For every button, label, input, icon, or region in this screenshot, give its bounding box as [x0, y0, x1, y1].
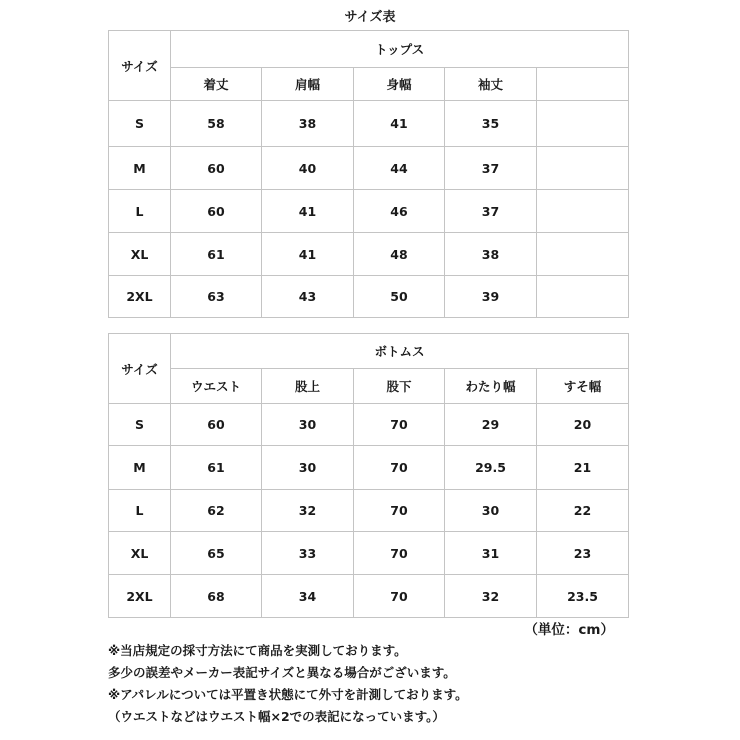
- size-label: S: [109, 101, 171, 147]
- table-row: [109, 404, 629, 446]
- table-cell: [537, 190, 629, 233]
- table-cell: 38: [262, 101, 354, 147]
- table-row: [109, 101, 629, 147]
- table-cell: [537, 276, 629, 318]
- table-cell: 41: [262, 190, 354, 233]
- bottoms-section-header: ボトムス: [171, 334, 629, 369]
- column-header: わたり幅: [445, 369, 537, 404]
- column-header: 肩幅: [262, 68, 354, 101]
- column-header: 着丈: [171, 68, 262, 101]
- column-header: 袖丈: [445, 68, 537, 101]
- table-cell: 65: [171, 532, 262, 575]
- table-row: [109, 575, 629, 618]
- bottoms-size-table: [108, 333, 629, 618]
- table-cell: 62: [171, 490, 262, 532]
- table-cell: 58: [171, 101, 262, 147]
- table-cell: 21: [537, 446, 629, 490]
- table-cell: 61: [171, 233, 262, 276]
- table-cell: 46: [354, 190, 445, 233]
- table-cell: 39: [445, 276, 537, 318]
- size-label: 2XL: [109, 276, 171, 318]
- table-cell: 68: [171, 575, 262, 618]
- note-line: ※当店規定の採寸方法にて商品を実測しております。: [108, 643, 407, 658]
- table-cell: 70: [354, 404, 445, 446]
- table-row: [109, 147, 629, 190]
- table-cell: 37: [445, 147, 537, 190]
- table-cell: 38: [445, 233, 537, 276]
- table-cell: 41: [354, 101, 445, 147]
- column-header: 股上: [262, 369, 354, 404]
- column-header: すそ幅: [537, 369, 629, 404]
- table-row: [109, 276, 629, 318]
- table-cell: [537, 147, 629, 190]
- table-cell: 70: [354, 446, 445, 490]
- table-cell: 20: [537, 404, 629, 446]
- size-label: S: [109, 404, 171, 446]
- table-cell: 41: [262, 233, 354, 276]
- size-label: M: [109, 446, 171, 490]
- table-cell: 32: [445, 575, 537, 618]
- table-cell: 30: [262, 404, 354, 446]
- size-label: L: [109, 490, 171, 532]
- table-cell: 70: [354, 575, 445, 618]
- table-cell: 40: [262, 147, 354, 190]
- table-cell: 50: [354, 276, 445, 318]
- table-row: [109, 532, 629, 575]
- table-cell: 30: [262, 446, 354, 490]
- table-cell: 29.5: [445, 446, 537, 490]
- table-cell: 61: [171, 446, 262, 490]
- table-cell: [537, 233, 629, 276]
- tops-section-header: トップス: [171, 31, 629, 68]
- table-cell: 60: [171, 404, 262, 446]
- note-line: 多少の誤差やメーカー表記サイズと異なる場合がございます。: [108, 665, 456, 680]
- column-header: [537, 68, 629, 101]
- size-label: 2XL: [109, 575, 171, 618]
- table-cell: 43: [262, 276, 354, 318]
- table-cell: 60: [171, 147, 262, 190]
- table-row: [109, 490, 629, 532]
- table-cell: 37: [445, 190, 537, 233]
- size-label: L: [109, 190, 171, 233]
- size-label: XL: [109, 532, 171, 575]
- table-cell: 63: [171, 276, 262, 318]
- table-cell: 48: [354, 233, 445, 276]
- page-title: サイズ表: [344, 10, 396, 25]
- table-cell: 31: [445, 532, 537, 575]
- table-cell: [537, 101, 629, 147]
- table-cell: 29: [445, 404, 537, 446]
- table-cell: 22: [537, 490, 629, 532]
- table-cell: 23: [537, 532, 629, 575]
- size-label: XL: [109, 233, 171, 276]
- table-cell: 70: [354, 532, 445, 575]
- table-cell: 34: [262, 575, 354, 618]
- table-cell: 23.5: [537, 575, 629, 618]
- size-header-cell: サイズ: [109, 334, 171, 404]
- column-header: 身幅: [354, 68, 445, 101]
- table-cell: 30: [445, 490, 537, 532]
- size-header-cell: サイズ: [109, 31, 171, 101]
- measurement-notes: [108, 640, 648, 728]
- table-cell: 70: [354, 490, 445, 532]
- size-label: M: [109, 147, 171, 190]
- unit-label: （単位：cm）: [524, 622, 614, 638]
- table-cell: 35: [445, 101, 537, 147]
- table-row: [109, 233, 629, 276]
- table-row: [109, 446, 629, 490]
- table-cell: 33: [262, 532, 354, 575]
- column-header: 股下: [354, 369, 445, 404]
- note-line: ※アパレルについては平置き状態にて外寸を計測しております。: [108, 687, 468, 702]
- note-line: （ウエストなどはウエスト幅×2での表記になっています。）: [108, 709, 445, 724]
- tops-size-table: [108, 30, 629, 318]
- table-cell: 32: [262, 490, 354, 532]
- table-row: [109, 190, 629, 233]
- table-cell: 44: [354, 147, 445, 190]
- table-cell: 60: [171, 190, 262, 233]
- column-header: ウエスト: [171, 369, 262, 404]
